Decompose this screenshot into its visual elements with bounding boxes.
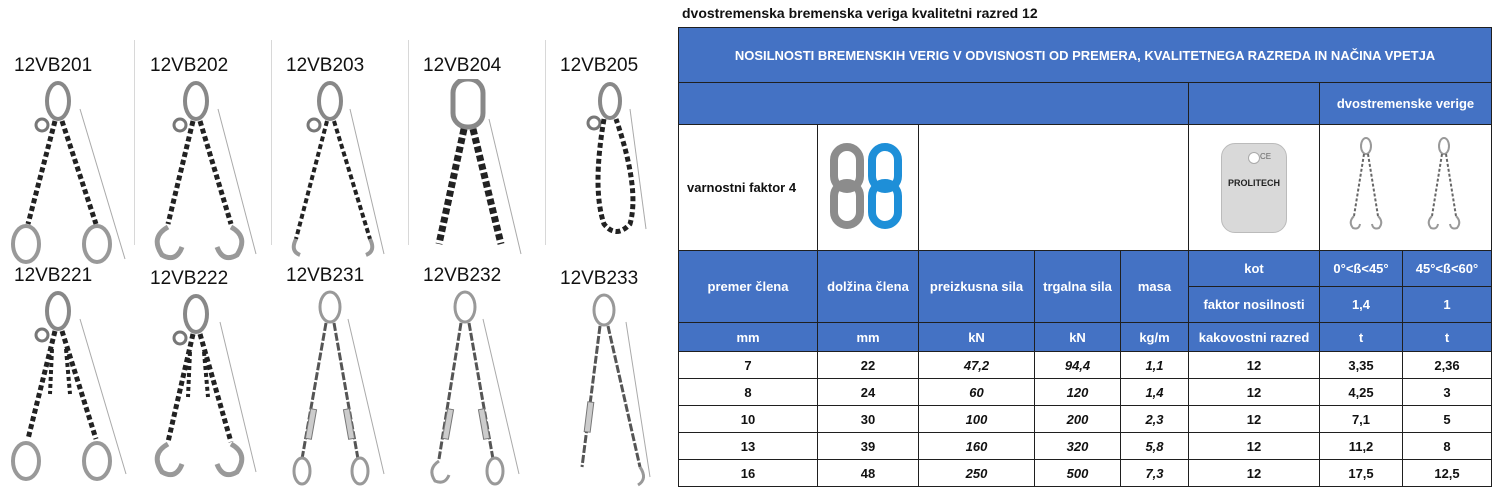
catalog-item-code: 12VB204 <box>423 55 502 76</box>
cell-mass: 7,3 <box>1121 460 1189 487</box>
two-leg-shortener-hook-sling-icon <box>136 292 272 502</box>
two-leg-hook-sling-icon <box>136 79 272 279</box>
cell-load-b: 12,5 <box>1403 460 1492 487</box>
cell-load-b: 5 <box>1403 406 1492 433</box>
cell-break: 120 <box>1035 379 1121 406</box>
cell-mass: 1,1 <box>1121 352 1189 379</box>
double-chains-label: dvostremenske verige <box>1320 83 1492 125</box>
cell-diameter: 10 <box>679 406 818 433</box>
cell-length: 24 <box>818 379 919 406</box>
two-leg-sling-icon <box>0 79 136 279</box>
cell-load-b: 3 <box>1403 379 1492 406</box>
catalog-item <box>546 45 682 255</box>
cell-diameter: 16 <box>679 460 818 487</box>
tag-brand: PROLITECH <box>1227 177 1280 188</box>
unit-load-b: t <box>1403 323 1492 352</box>
document-title: dvostremenska bremenska veriga kvalitetni razred 12 <box>682 5 1038 21</box>
catalog-item <box>272 255 408 465</box>
col-angle-b: 45°<ß<60° <box>1403 251 1492 287</box>
cell-mass: 1,4 <box>1121 379 1189 406</box>
two-leg-rod-clevis-sling-icon <box>546 292 676 502</box>
catalog-item-code: 12VB232 <box>423 265 502 286</box>
col-mass: masa <box>1121 251 1189 323</box>
catalog-item-code: 12VB203 <box>286 55 365 76</box>
tag-plate <box>1221 143 1287 233</box>
catalog-item <box>136 258 272 468</box>
catalog-item <box>409 255 545 465</box>
cell-length: 48 <box>818 460 919 487</box>
safety-factor-label: varnostni faktor 4 <box>679 125 818 251</box>
two-leg-rod-hook-sling-icon <box>409 289 545 499</box>
cell-length: 39 <box>818 433 919 460</box>
factor-a: 1,4 <box>1320 287 1403 323</box>
prolitech-tag-image <box>1189 125 1320 251</box>
cell-grade: 12 <box>1189 379 1320 406</box>
cell-proof: 250 <box>919 460 1035 487</box>
col-proof-force: preizkusna sila <box>919 251 1035 323</box>
chain-links-image <box>818 125 919 251</box>
cell-grade: 12 <box>1189 460 1320 487</box>
cell-grade: 12 <box>1189 406 1320 433</box>
cell-grade: 12 <box>1189 352 1320 379</box>
cell-grade: 12 <box>1189 433 1320 460</box>
col-length: dolžina člena <box>818 251 919 323</box>
load-capacity-table <box>678 27 1492 487</box>
cell-load-b: 2,36 <box>1403 352 1492 379</box>
col-angle: kot <box>1189 251 1320 287</box>
col-angle-a: 0°<ß<45° <box>1320 251 1403 287</box>
table-row <box>679 352 1492 379</box>
unit-proof-force: kN <box>919 323 1035 352</box>
sling-thumbnails <box>1320 125 1492 251</box>
table-row <box>679 379 1492 406</box>
double-sling-thumbnails-icon <box>1326 136 1486 236</box>
catalog-item <box>409 45 545 255</box>
catalog-item-code: 12VB201 <box>14 55 93 76</box>
catalog-item-code: 12VB205 <box>560 55 639 76</box>
catalog-item <box>546 258 682 468</box>
catalog-item-code: 12VB202 <box>150 55 229 76</box>
cell-proof: 47,2 <box>919 352 1035 379</box>
cell-proof: 160 <box>919 433 1035 460</box>
cell-break: 320 <box>1035 433 1121 460</box>
col-diameter: premer člena <box>679 251 818 323</box>
unit-diameter: mm <box>679 323 818 352</box>
cell-break: 500 <box>1035 460 1121 487</box>
catalog-item <box>136 45 272 255</box>
cell-load-a: 7,1 <box>1320 406 1403 433</box>
unit-grade: kakovostni razred <box>1189 323 1320 352</box>
table-row <box>679 406 1492 433</box>
catalog-item <box>272 45 408 255</box>
cell-diameter: 7 <box>679 352 818 379</box>
cell-proof: 100 <box>919 406 1035 433</box>
cell-length: 22 <box>818 352 919 379</box>
catalog-item-code: 12VB222 <box>150 268 229 289</box>
cell-mass: 2,3 <box>1121 406 1189 433</box>
catalog-item-code: 12VB233 <box>560 268 639 289</box>
cell-proof: 60 <box>919 379 1035 406</box>
tag-hole-icon <box>1248 152 1260 164</box>
catalog-item <box>0 255 136 465</box>
cell-load-a: 17,5 <box>1320 460 1403 487</box>
header-spacer <box>1189 83 1320 125</box>
endless-sling-icon <box>546 79 676 279</box>
table-heading: NOSILNOSTI BREMENSKIH VERIG V ODVISNOSTI OD PREMERA, KVALITETNEGA RAZREDA IN NAČINA VPETJA <box>679 28 1492 83</box>
col-breaking-force: trgalna sila <box>1035 251 1121 323</box>
cell-load-a: 11,2 <box>1320 433 1403 460</box>
cell-load-b: 8 <box>1403 433 1492 460</box>
table-row <box>679 460 1492 487</box>
cell-diameter: 13 <box>679 433 818 460</box>
cell-diameter: 8 <box>679 379 818 406</box>
two-leg-clevis-sling-icon <box>272 79 408 279</box>
sling-catalog <box>0 0 676 504</box>
unit-length: mm <box>818 323 919 352</box>
unit-mass: kg/m <box>1121 323 1189 352</box>
cell-load-a: 4,25 <box>1320 379 1403 406</box>
cell-break: 200 <box>1035 406 1121 433</box>
chain-links-icon <box>826 141 910 231</box>
cell-load-a: 3,35 <box>1320 352 1403 379</box>
table-row <box>679 433 1492 460</box>
factor-b: 1 <box>1403 287 1492 323</box>
empty-cell <box>919 125 1189 251</box>
tag-marks: CE <box>1260 151 1272 161</box>
header-spacer <box>679 83 1189 125</box>
catalog-item-code: 12VB221 <box>14 265 93 286</box>
catalog-item <box>0 45 136 255</box>
unit-breaking-force: kN <box>1035 323 1121 352</box>
two-leg-heavy-sling-icon <box>409 79 545 279</box>
unit-load-a: t <box>1320 323 1403 352</box>
two-leg-shortener-sling-icon <box>0 289 136 499</box>
cell-length: 30 <box>818 406 919 433</box>
cell-break: 94,4 <box>1035 352 1121 379</box>
two-leg-rod-sling-icon <box>272 289 408 499</box>
col-capacity-factor: faktor nosilnosti <box>1189 287 1320 323</box>
catalog-item-code: 12VB231 <box>286 265 365 286</box>
cell-mass: 5,8 <box>1121 433 1189 460</box>
